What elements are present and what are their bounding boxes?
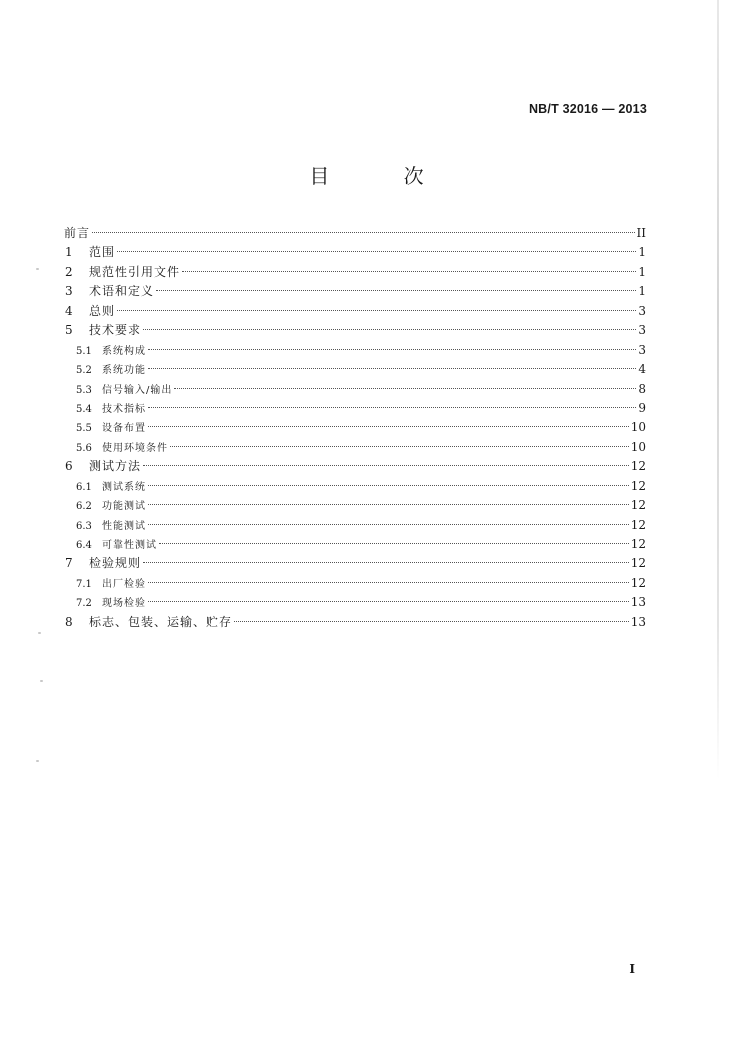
toc-entry-label: 技术指标 xyxy=(102,403,146,415)
toc-entry-label: 系统构成 xyxy=(102,345,146,357)
toc-entry-page: 13 xyxy=(630,614,646,629)
toc-entry-number: 5.1 xyxy=(76,345,92,357)
toc-entry-label: 测试方法 xyxy=(89,459,142,474)
toc-entry-number: 7 xyxy=(65,556,73,571)
toc-entry xyxy=(64,438,646,457)
toc-entry-page: 12 xyxy=(630,459,646,474)
toc-dot-leader xyxy=(148,426,629,427)
toc-entry xyxy=(64,380,646,399)
toc-dot-leader xyxy=(143,465,629,466)
toc-entry xyxy=(64,535,646,554)
toc-entry-number: 6.2 xyxy=(76,501,92,513)
toc-entry xyxy=(64,574,646,593)
toc-entry-label: 信号输入/输出 xyxy=(102,384,173,396)
toc-entry-label: 功能测试 xyxy=(102,501,146,513)
toc-entry-page: 12 xyxy=(630,478,646,493)
toc-entry xyxy=(64,516,646,535)
toc-dot-leader xyxy=(170,446,629,447)
page-number: I xyxy=(629,962,635,976)
toc-entry-label: 标志、包装、运输、贮存 xyxy=(89,614,233,629)
table-of-contents xyxy=(64,224,646,632)
toc-entry-number: 3 xyxy=(65,284,73,299)
toc-entry-page: 12 xyxy=(630,537,646,551)
toc-entry-page: 12 xyxy=(630,498,646,513)
toc-dot-leader xyxy=(148,407,636,408)
toc-entry-page: 13 xyxy=(630,595,646,610)
toc-entry-number: 6.4 xyxy=(76,540,92,551)
scan-edge-shadow xyxy=(717,0,719,780)
toc-entry-label: 测试系统 xyxy=(102,481,146,493)
toc-entry-number: 1 xyxy=(65,245,73,260)
toc-entry-label: 规范性引用文件 xyxy=(89,264,181,279)
toc-dot-leader xyxy=(156,290,636,291)
toc-entry-page: 3 xyxy=(638,303,646,318)
toc-entry xyxy=(64,477,646,496)
toc-entry-label: 现场检验 xyxy=(102,598,146,610)
toc-entry-number: 5.6 xyxy=(76,442,92,454)
toc-entry-label: 性能测试 xyxy=(102,520,146,532)
scan-speck xyxy=(36,268,39,270)
toc-entry-page: 1 xyxy=(638,284,646,299)
toc-entry xyxy=(64,282,646,301)
toc-entry-page: 10 xyxy=(630,420,646,435)
toc-entry xyxy=(64,243,646,262)
toc-dot-leader xyxy=(234,621,629,622)
toc-entry-number: 6.1 xyxy=(76,481,92,493)
toc-dot-leader xyxy=(159,543,629,544)
toc-entry-number: 5.3 xyxy=(76,384,92,396)
toc-entry-page: 1 xyxy=(638,245,646,260)
scan-speck xyxy=(40,680,43,682)
toc-entry xyxy=(64,341,646,360)
toc-entry-page: 4 xyxy=(638,362,646,377)
toc-entry-page: 3 xyxy=(638,323,646,338)
toc-entry-number: 6 xyxy=(65,459,73,474)
toc-entry-label: 系统功能 xyxy=(102,365,146,377)
toc-entry-page: 10 xyxy=(630,439,646,454)
toc-entry xyxy=(64,302,646,321)
toc-entry xyxy=(64,360,646,379)
toc-entry-page: 8 xyxy=(638,381,646,396)
toc-dot-leader xyxy=(143,329,636,330)
toc-entry-page: 12 xyxy=(630,575,646,590)
toc-entry-number: 5.5 xyxy=(76,423,92,435)
toc-dot-leader xyxy=(148,524,629,525)
toc-entry-label: 术语和定义 xyxy=(89,284,155,299)
toc-dot-leader xyxy=(117,310,636,311)
toc-entry-label: 总则 xyxy=(89,303,116,318)
toc-entry-label: 前言 xyxy=(64,226,91,240)
toc-entry xyxy=(64,418,646,437)
toc-dot-leader xyxy=(174,388,636,389)
toc-entry xyxy=(64,263,646,282)
toc-entry xyxy=(64,399,646,418)
toc-title: 目 次 xyxy=(309,164,458,188)
toc-entry xyxy=(64,457,646,476)
toc-entry xyxy=(64,613,646,632)
toc-entry xyxy=(64,554,646,573)
toc-dot-leader xyxy=(143,562,629,563)
toc-entry-number: 7.2 xyxy=(76,598,92,610)
toc-dot-leader xyxy=(148,485,629,486)
toc-entry-label: 可靠性测试 xyxy=(102,540,157,551)
toc-dot-leader xyxy=(148,504,629,505)
toc-entry xyxy=(64,496,646,515)
toc-entry-label: 出厂检验 xyxy=(102,578,146,590)
toc-dot-leader xyxy=(117,251,636,252)
toc-dot-leader xyxy=(148,582,629,583)
toc-entry-number: 7.1 xyxy=(76,578,92,590)
standard-number: NB/T 32016 — 2013 xyxy=(528,102,647,116)
toc-dot-leader xyxy=(148,368,636,369)
toc-entry-page: 3 xyxy=(638,342,646,357)
toc-dot-leader xyxy=(92,232,635,233)
scan-speck xyxy=(36,760,39,762)
toc-entry-number: 6.3 xyxy=(76,520,92,532)
toc-entry xyxy=(64,224,646,243)
toc-entry-page: 1 xyxy=(638,264,646,279)
toc-entry-label: 范围 xyxy=(89,245,116,260)
toc-dot-leader xyxy=(182,271,636,272)
toc-entry-page: II xyxy=(636,226,646,240)
toc-entry-number: 4 xyxy=(65,303,73,318)
toc-entry-number: 5 xyxy=(65,323,73,338)
toc-entry-number: 5.2 xyxy=(76,365,92,377)
toc-entry-label: 使用环境条件 xyxy=(102,442,168,454)
toc-entry-number: 2 xyxy=(65,264,73,279)
scan-speck xyxy=(38,632,41,634)
toc-entry xyxy=(64,593,646,612)
toc-entry-page: 12 xyxy=(630,556,646,571)
toc-entry-label: 设备布置 xyxy=(102,423,146,435)
toc-entry-label: 检验规则 xyxy=(89,556,142,571)
toc-entry-page: 9 xyxy=(638,400,646,415)
toc-dot-leader xyxy=(148,349,636,350)
toc-dot-leader xyxy=(148,601,629,602)
toc-entry-page: 12 xyxy=(630,517,646,532)
toc-entry xyxy=(64,321,646,340)
toc-entry-number: 8 xyxy=(65,614,73,629)
toc-entry-number: 5.4 xyxy=(76,403,92,415)
toc-entry-label: 技术要求 xyxy=(89,323,142,338)
